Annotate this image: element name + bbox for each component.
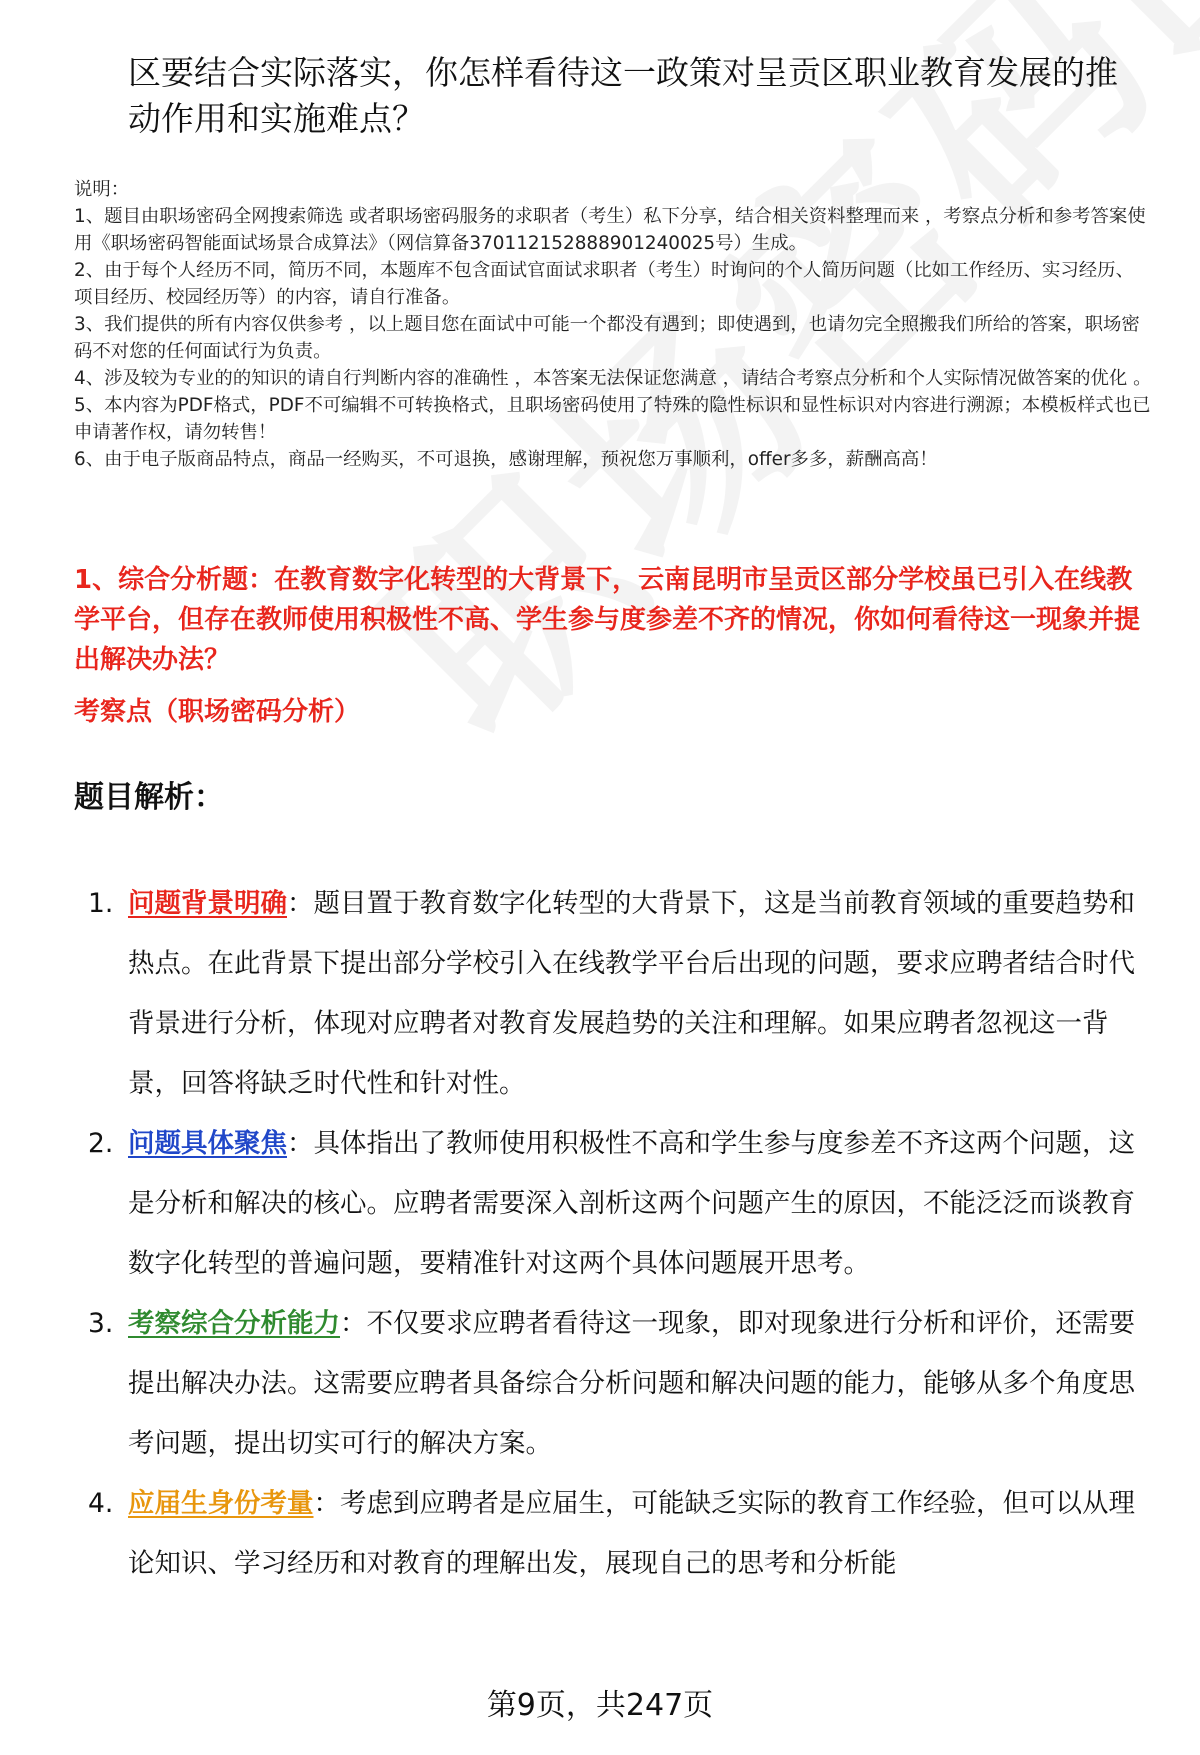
point-number: 1. — [88, 888, 114, 919]
point-number: 4. — [88, 1488, 114, 1519]
note-item: 6、由于电子版商品特点，商品一经购买，不可退换，感谢理解，预祝您万事顺利，offer多多，薪酬高高！ — [74, 449, 938, 470]
point-number: 3. — [88, 1308, 114, 1339]
point-separator: ： — [340, 1308, 367, 1339]
page-number: 第9页，共247页 — [486, 1688, 714, 1723]
point-separator: ： — [287, 888, 314, 919]
note-item: 5、本内容为PDF格式，PDF不可编辑不可转换格式，且职场密码使用了特殊的隐性标识和显性标识对内容进行溯源；本模板样式也已申请著作权，请勿转售！ — [74, 395, 1151, 443]
exam-point-heading: 考察点（职场密码分析） — [74, 697, 361, 727]
notes-section — [74, 176, 1152, 473]
point-separator: ： — [287, 1128, 314, 1159]
point-text: 题目置于教育数字化转型的大背景下，这是当前教育领域的重要趋势和热点。在此背景下提出部分学校引入在线教学平台后出现的问题，要求应聘者结合时代背景进行分析，体现对应聘者对教育发展趋势的关注和理解。如果应聘者忽视这一背景，回答将缺乏时代性和针对性。 — [128, 888, 1135, 1099]
note-item: 1、题目由职场密码全网搜索筛选 或者职场密码服务的求职者（考生）私下分享，结合相关资料整理而来 ，考察点分析和参考答案使用《职场密码智能面试场景合成算法》（网信算备370112152888901240025号）生成。 — [74, 206, 1146, 254]
point-text: 考虑到应聘者是应届生，可能缺乏实际的教育工作经验，但可以从理论知识、学习经历和对教育的理解出发，展现自己的思考和分析能 — [128, 1488, 1135, 1579]
analysis-heading: 题目解析： — [74, 780, 224, 815]
note-item: 2、由于每个人经历不同，简历不同，本题库不包含面试官面试求职者（考生）时询问的个人简历问题（比如工作经历、实习经历、项目经历、校园经历等）的内容，请自行准备。 — [74, 260, 1134, 308]
point-keyword: 应届生身份考量 — [128, 1488, 314, 1519]
analysis-point — [74, 874, 1154, 1114]
intro-question: 区要结合实际落实，你怎样看待这一政策对呈贡区职业教育发展的推动作用和实施难点？ — [128, 53, 1118, 138]
analysis-point — [74, 1474, 1154, 1594]
note-item: 4、涉及较为专业的的知识的请自行判断内容的准确性 ，本答案无法保证您满意 ，请结合考察点分析和个人实际情况做答案的优化 。 — [74, 368, 1152, 389]
notes-title: 说明： — [74, 179, 130, 200]
analysis-point — [74, 1294, 1154, 1474]
point-text: 不仅要求应聘者看待这一现象，即对现象进行分析和评价，还需要提出解决办法。这需要应聘者具备综合分析问题和解决问题的能力，能够从多个角度思考问题，提出切实可行的解决方案。 — [128, 1308, 1135, 1459]
point-separator: ： — [313, 1488, 340, 1519]
point-keyword: 问题具体聚焦 — [128, 1128, 287, 1159]
point-keyword: 考察综合分析能力 — [128, 1308, 340, 1339]
question-title: 1、综合分析题：在教育数字化转型的大背景下，云南昆明市呈贡区部分学校虽已引入在线教学平台，但存在教师使用积极性不高、学生参与度参差不齐的情况，你如何看待这一现象并提出解决办法？ — [74, 565, 1141, 675]
note-item: 3、我们提供的所有内容仅供参考 ，以上题目您在面试中可能一个都没有遇到；即使遇到，也请勿完全照搬我们所给的答案，职场密码不对您的任何面试行为负责。 — [74, 314, 1140, 362]
analysis-list — [74, 874, 1154, 1594]
point-keyword: 问题背景明确 — [128, 888, 287, 919]
point-number: 2. — [88, 1128, 114, 1159]
point-text: 具体指出了教师使用积极性不高和学生参与度参差不齐这两个问题，这是分析和解决的核心。应聘者需要深入剖析这两个问题产生的原因，不能泛泛而谈教育数字化转型的普遍问题，要精准针对这两个具体问题展开思考。 — [128, 1128, 1135, 1279]
analysis-point — [74, 1114, 1154, 1294]
